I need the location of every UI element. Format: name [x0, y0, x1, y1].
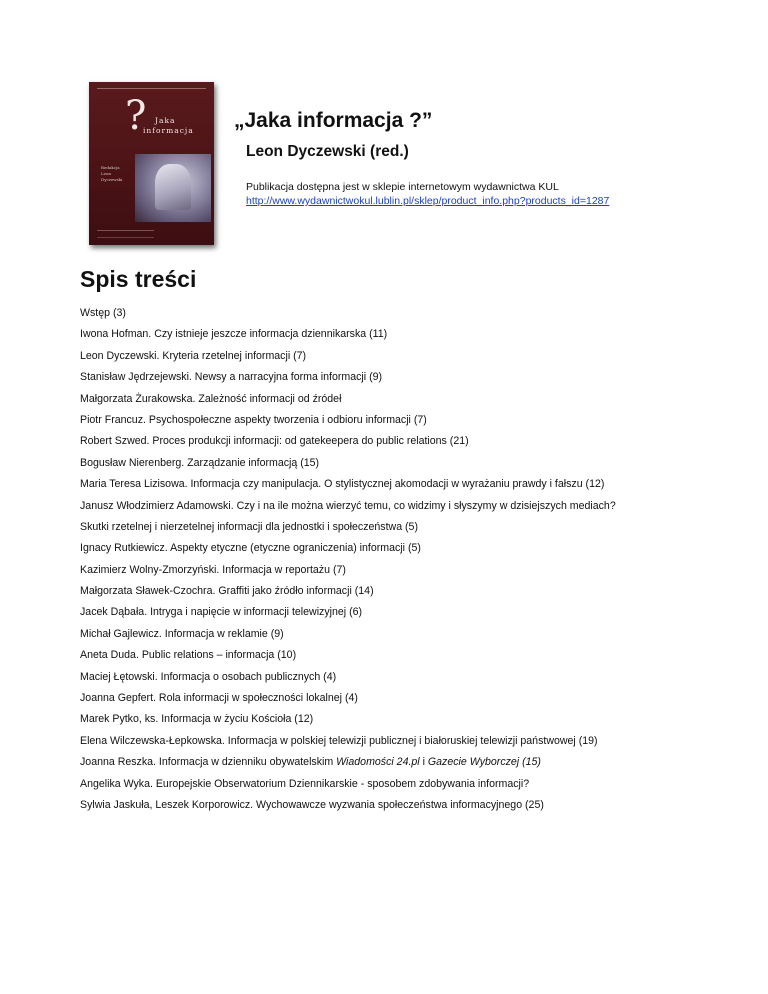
toc-item — [80, 327, 750, 348]
toc-item — [80, 648, 750, 669]
toc-item — [80, 520, 750, 541]
toc-item — [80, 798, 750, 819]
toc-item — [80, 456, 750, 477]
toc-item — [80, 392, 750, 413]
cover-title-line1: Jaka — [155, 116, 176, 125]
toc-item — [80, 370, 750, 391]
toc-item — [80, 777, 750, 798]
cover-editor-label: Redakcja — [101, 165, 120, 170]
toc-item-text: Maria Teresa Lizisowa. Informacja czy manipulacja. O stylistycznej akomodacji w wyrażaniu prawdy i fałszu (12) — [80, 478, 605, 491]
cover-title — [143, 116, 211, 136]
toc-item — [80, 605, 750, 626]
toc-item-text: Wstęp (3) — [80, 307, 126, 319]
toc-item — [80, 563, 750, 584]
toc-item-text: Leon Dyczewski. Kryteria rzetelnej informacji (7) — [80, 349, 307, 362]
toc-item — [80, 691, 750, 712]
cover-photo — [135, 154, 211, 222]
toc-item-text: Aneta Duda. Public relations – informacja (10) — [80, 649, 297, 662]
cover-bottom-rule — [97, 230, 154, 238]
book-header — [234, 108, 754, 208]
toc-item-text: Iwona Hofman. Czy istnieje jeszcze informacja dziennikarska (11) — [80, 328, 388, 341]
toc-item — [80, 541, 750, 562]
toc-item — [80, 755, 750, 776]
toc-item-text: Sylwia Jaskuła, Leszek Korporowicz. Wychowawcze wyzwania społeczeństwa informacyjnego (25) — [80, 798, 544, 811]
toc-item — [80, 712, 750, 733]
toc-item — [80, 584, 750, 605]
book-cover-image — [89, 82, 214, 245]
toc-item-text: Małgorzata Sławek-Czochra. Graffiti jako źródło informacji (14) — [80, 585, 374, 598]
cover-photo-figure — [155, 164, 191, 210]
toc-item-text: Robert Szwed. Proces produkcji informacji: od gatekeepera do public relations (21) — [80, 435, 469, 448]
cover-top-rule — [97, 88, 206, 89]
toc-item-text: Maciej Łętowski. Informacja o osobach publicznych (4) — [80, 670, 337, 683]
toc-item-text: Kazimierz Wolny-Zmorzyński. Informacja w reportażu (7) — [80, 563, 346, 576]
toc-item-text: i — [419, 756, 428, 769]
availability-note: Publikacja dostępna jest w sklepie internetowym wydawnictwa KUL — [246, 181, 559, 193]
cover-question-mark: ? — [125, 93, 147, 139]
toc-item-text: Stanisław Jędrzejewski. Newsy a narracyjna forma informacji (9) — [80, 371, 383, 384]
toc-item — [80, 627, 750, 648]
toc-item — [80, 734, 750, 755]
toc-item-text: Joanna Gepfert. Rola informacji w społeczności lokalnej (4) — [80, 692, 358, 705]
book-title: „Jaka informacja ?” — [234, 109, 433, 132]
toc-item-text: Piotr Francuz. Psychospołeczne aspekty tworzenia i odbioru informacji (7) — [80, 413, 427, 426]
shop-link[interactable]: http://www.wydawnictwokul.lublin.pl/sklep/product_info.php?products_id=1287 — [246, 195, 610, 207]
toc-item — [80, 434, 750, 455]
cover-title-line2: informacja — [143, 126, 194, 135]
toc-item — [80, 670, 750, 691]
toc-item-text: Janusz Włodzimierz Adamowski. Czy i na ile można wierzyć temu, co widzimy i słyszymy w dzisiejszych mediach? — [80, 499, 616, 512]
toc-item-title-italic: Wiadomości 24.pl — [336, 756, 420, 769]
toc-item-text: Marek Pytko, ks. Informacja w życiu Kościoła (12) — [80, 713, 314, 726]
toc-item-text: Elena Wilczewska-Łepkowska. Informacja w polskiej telewizji publicznej i białoruskiej telewizji państwowej (19) — [80, 734, 598, 747]
cover-editor — [101, 165, 131, 183]
toc-item-text: Ignacy Rutkiewicz. Aspekty etyczne (etyczne ograniczenia) informacji (5) — [80, 542, 421, 555]
toc-item-text: Bogusław Nierenberg. Zarządzanie informacją (15) — [80, 456, 320, 469]
toc-list — [80, 306, 750, 819]
toc-heading: Spis treści — [80, 266, 197, 292]
toc-item-text: Jacek Dąbała. Intryga i napięcie w informacji telewizyjnej (6) — [80, 606, 363, 619]
toc-item-title-italic: Gazecie Wyborczej (15) — [427, 756, 541, 769]
toc-item-text: Joanna Reszka. Informacja w dzienniku obywatelskim — [80, 756, 337, 769]
cover-editor-surname: Dyczewski — [101, 177, 123, 182]
toc-item — [80, 349, 750, 370]
toc-item-text: Angelika Wyka. Europejskie Obserwatorium Dziennikarskie - sposobem zdobywania informacji? — [80, 777, 530, 790]
toc-item — [80, 306, 750, 327]
toc-item-text: Małgorzata Żurakowska. Zależność informacji od źródeł — [80, 392, 342, 405]
book-author: Leon Dyczewski (red.) — [246, 143, 409, 160]
toc-item-text: Skutki rzetelnej i nierzetelnej informacji dla jednostki i społeczeństwa (5) — [80, 520, 418, 533]
toc-item — [80, 413, 750, 434]
toc-item — [80, 499, 750, 520]
cover-editor-name: Leon — [101, 171, 112, 176]
toc-item — [80, 477, 750, 498]
toc-item-text: Michał Gajlewicz. Informacja w reklamie (9) — [80, 627, 284, 640]
